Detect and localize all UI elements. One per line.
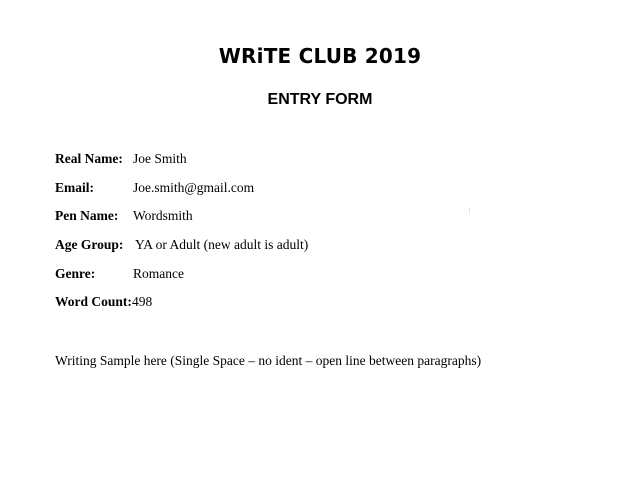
genre-value: Romance	[133, 266, 184, 281]
document-subtitle: ENTRY FORM	[267, 91, 373, 108]
writing-sample-note: Writing Sample here (Single Space – no ident – open line between paragraphs)	[55, 353, 482, 368]
pen-name-value: Wordsmith	[133, 208, 193, 223]
email-label: Email:	[55, 180, 94, 195]
scan-artifact	[469, 208, 470, 214]
word-count-value: 498	[132, 294, 153, 309]
genre-label: Genre:	[55, 266, 96, 281]
word-count-label: Word Count:	[55, 294, 132, 309]
age-group-label: Age Group:	[55, 237, 124, 252]
age-group-value: YA or Adult (new adult is adult)	[135, 237, 309, 252]
pen-name-label: Pen Name:	[55, 208, 119, 223]
document-title: WRiTE CLUB 2019	[218, 44, 422, 68]
real-name-label: Real Name:	[55, 151, 123, 166]
email-value: Joe.smith@gmail.com	[133, 180, 255, 195]
real-name-value: Joe Smith	[133, 151, 187, 166]
